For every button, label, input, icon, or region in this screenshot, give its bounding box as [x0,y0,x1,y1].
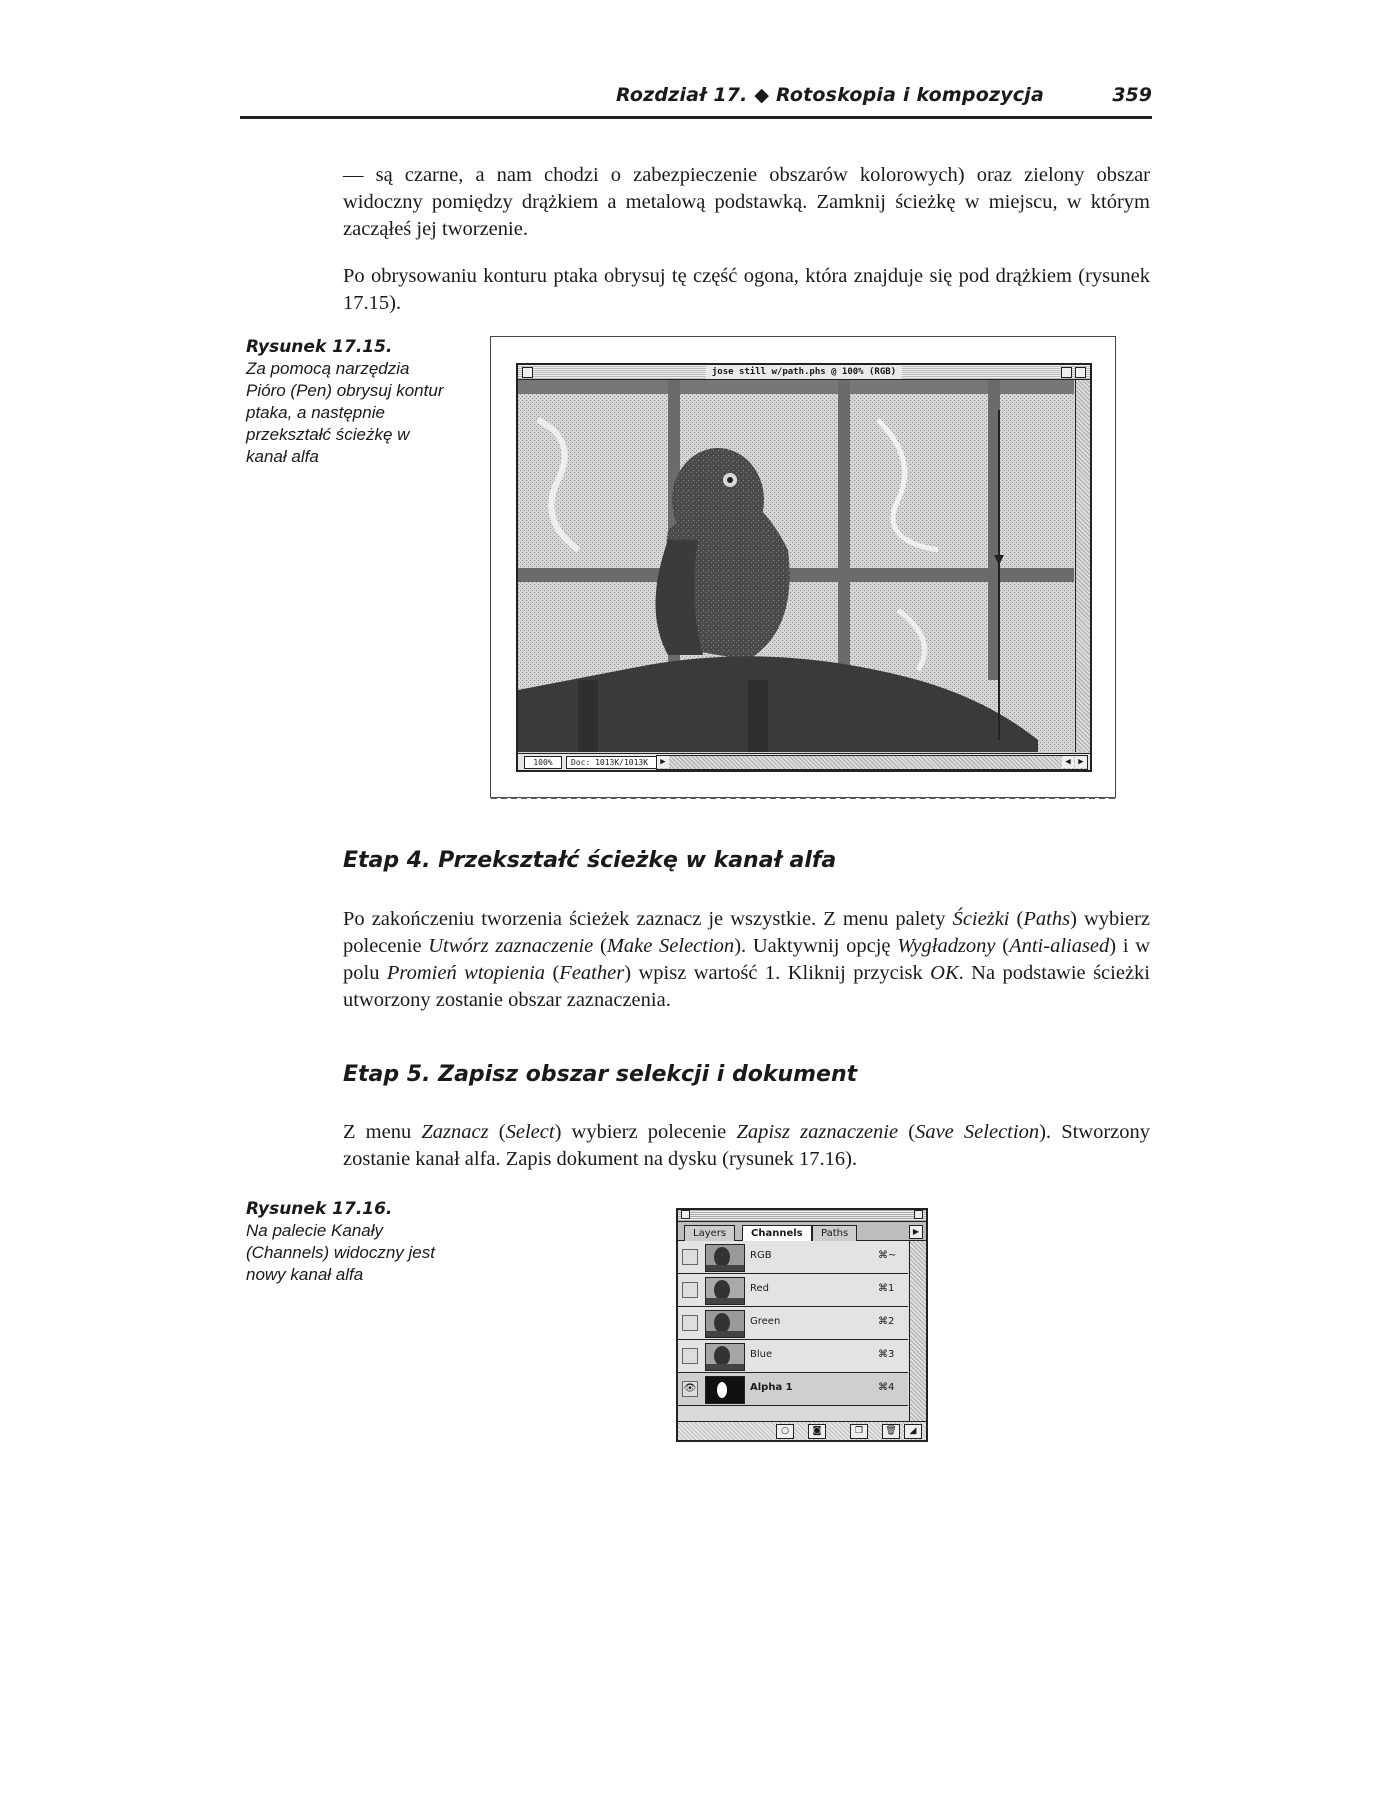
figure-16-caption-title: Rysunek 17.16. [246,1199,393,1219]
new-channel-icon[interactable]: ❐ [850,1424,868,1439]
palette-tabs [678,1222,926,1241]
scroll-right-arrow-icon[interactable]: ▶ [657,756,669,768]
paragraph-2: Po obrysowaniu konturu ptaka obrysuj tę część ogona, która znajduje się pod drążkiem (rysunek 17.15). [343,265,1150,314]
window-titlebar [518,365,1090,380]
running-header [240,84,1152,119]
scroll-left-arrow-icon[interactable]: ◀ [1062,756,1074,768]
channel-name: RGB [750,1250,772,1261]
visibility-toggle-icon[interactable] [682,1315,698,1331]
step-5-heading: Etap 5. Zapisz obszar selekcji i dokument [343,1062,858,1087]
document-size-info[interactable]: Doc: 1013K/1013K [566,756,660,769]
palette-bottom-bar [678,1421,926,1440]
page-number: 359 [1112,84,1152,106]
palette-menu-arrow-icon[interactable]: ▶ [909,1225,923,1239]
channel-row-green[interactable] [678,1307,908,1340]
load-selection-icon[interactable]: ○ [776,1424,794,1439]
channel-shortcut: ⌘3 [878,1349,895,1360]
channels-palette [676,1208,928,1442]
resize-handle-icon[interactable]: ◢ [904,1424,922,1439]
tab-layers[interactable]: Layers [684,1225,735,1241]
visibility-toggle-icon[interactable] [682,1282,698,1298]
paragraph-1: — są czarne, a nam chodzi o zabezpieczenie obszarów kolorowych) oraz zielony obszar widoczny pomiędzy drążkiem a metalową podstawką. Zamknij ścieżkę w miejscu, w którym zacząłeś jej tworzenie. [343,164,1150,240]
palette-titlebar [678,1210,926,1222]
step-4-heading: Etap 4. Przekształć ścieżkę w kanał alfa [343,848,837,873]
scroll-right-end-arrow-icon[interactable]: ▶ [1075,756,1087,768]
channel-name: Green [750,1316,781,1327]
channel-thumbnail [705,1343,745,1371]
vertical-scrollbar[interactable] [1075,380,1090,752]
channel-thumbnail [705,1244,745,1272]
palette-scrollbar[interactable] [909,1241,926,1421]
zoom-level-field[interactable]: 100% [524,756,562,769]
figure-15-caption-title: Rysunek 17.15. [246,337,393,357]
channel-shortcut: ⌘1 [878,1283,895,1294]
figure-15-screenshot [490,336,1116,798]
visibility-toggle-icon[interactable] [682,1348,698,1364]
channel-name: Alpha 1 [750,1382,793,1393]
paragraph-3: Po zakończeniu tworzenia ścieżek zaznacz je wszystkie. Z menu palety Ścieżki (Paths) wybierz polecenie Utwórz zaznaczenie (Make Selection). Uaktywnij opcję Wygładzony (Anti-aliased) i w polu Promień wtopienia (Feather) wpisz wartość 1. Kliknij przycisk OK. Na podstawie ścieżki utworzony zostanie obszar zaznaczenia. [343,908,1151,1011]
channel-row-alpha-1[interactable] [678,1373,908,1406]
tab-paths[interactable]: Paths [812,1225,857,1241]
paragraph-4: Z menu Zaznacz (Select) wybierz polecenie Zapisz zaznaczenie (Save Selection). Stworzony zostanie kanał alfa. Zapis dokument na dysku (rysunek 17.16). [343,1121,1151,1170]
parrot-photo [518,380,1074,752]
chapter-title: Rozdział 17. ◆ Rotoskopia i kompozycja [615,84,1044,106]
channel-shortcut: ⌘4 [878,1382,895,1393]
palette-collapse-icon[interactable] [914,1210,923,1219]
channel-thumbnail [705,1310,745,1338]
window-title: jose still w/path.phs @ 100% (RGB) [706,365,902,379]
figure-16-caption-text: Na palecie Kanały (Channels) widoczny jest nowy kanał alfa [246,1221,435,1284]
channel-row-blue[interactable] [678,1340,908,1373]
close-box-icon[interactable] [522,367,533,378]
horizontal-scrollbar[interactable] [656,755,1088,770]
channel-shortcut: ⌘~ [878,1250,897,1261]
channel-row-red[interactable] [678,1274,908,1307]
visibility-toggle-icon[interactable] [682,1249,698,1265]
tab-channels[interactable]: Channels [742,1225,812,1242]
palette-close-icon[interactable] [681,1210,690,1219]
figure-16-caption [246,1198,446,1286]
channel-thumbnail [705,1376,745,1404]
save-selection-icon[interactable]: ◙ [808,1424,826,1439]
status-bar [518,753,1090,770]
channel-shortcut: ⌘2 [878,1316,895,1327]
trash-icon[interactable]: 🗑 [882,1424,900,1439]
collapse-box-icon[interactable] [1075,367,1086,378]
figure-15-caption-text: Za pomocą narzędzia Pióro (Pen) obrysuj kontur ptaka, a następnie przekształć ścieżkę w kanał alfa [246,359,444,466]
zoom-box-icon[interactable] [1061,367,1072,378]
eye-icon[interactable]: 👁 [682,1381,698,1397]
channel-name: Blue [750,1349,773,1360]
photoshop-document-window [516,363,1092,772]
channel-thumbnail [705,1277,745,1305]
figure-15-caption [246,336,446,468]
channel-row-rgb[interactable] [678,1241,908,1274]
channel-name: Red [750,1283,769,1294]
figure-bottom-rule [491,797,1115,799]
